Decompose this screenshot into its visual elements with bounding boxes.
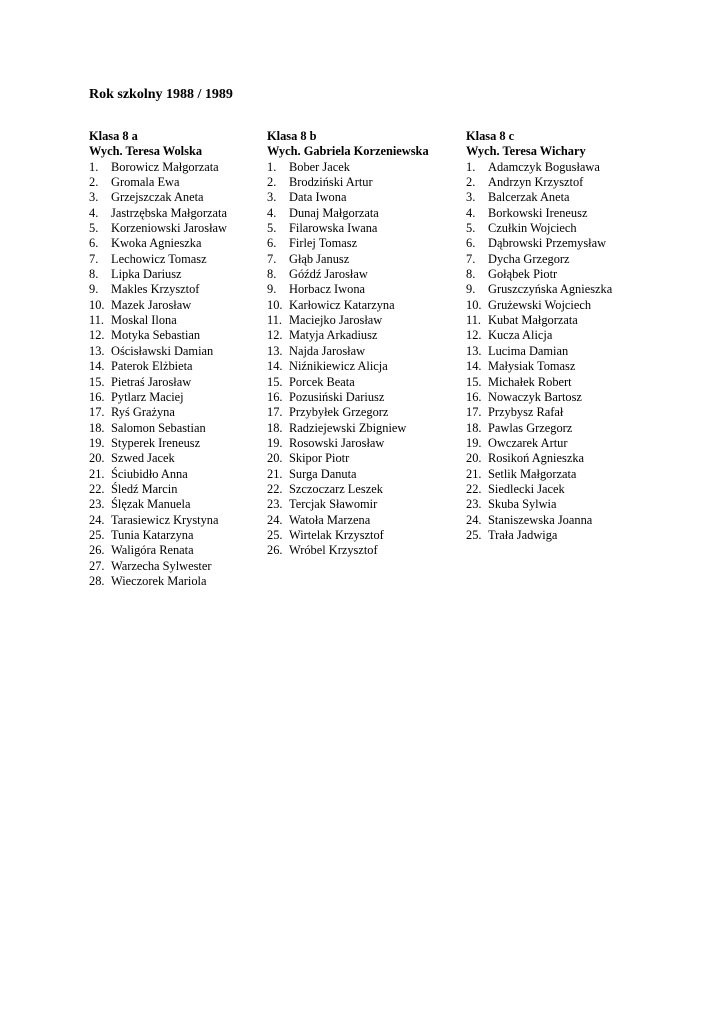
student-name: Ściubidło Anna: [111, 466, 188, 481]
student-row: [466, 528, 612, 543]
student-row: [267, 467, 429, 482]
student-number: 3.: [89, 190, 99, 205]
student-name: Dunaj Małgorzata: [289, 205, 379, 220]
student-name: Lucima Damian: [488, 343, 569, 358]
student-number: 19.: [267, 435, 283, 450]
student-number: 14.: [89, 359, 105, 374]
student-row: [89, 390, 227, 405]
student-number: 28.: [89, 573, 105, 588]
student-row: [267, 298, 429, 313]
student-row: [89, 436, 227, 451]
student-name: Śledź Marcin: [111, 481, 178, 496]
student-row: [267, 497, 429, 512]
student-name: Niźnikiewicz Alicja: [289, 359, 388, 374]
student-number: 11.: [466, 313, 482, 328]
student-name: Brodziński Artur: [289, 175, 373, 190]
student-number: 14.: [267, 359, 283, 374]
student-row: [466, 313, 612, 328]
student-row: [267, 513, 429, 528]
student-name: Borowicz Małgorzata: [111, 159, 219, 174]
student-number: 27.: [89, 558, 105, 573]
student-row: [466, 375, 612, 390]
student-row: [267, 405, 429, 420]
student-row: [267, 421, 429, 436]
student-number: 7.: [466, 251, 476, 266]
student-name: Trała Jadwiga: [488, 527, 558, 542]
student-number: 12.: [89, 328, 105, 343]
student-number: 11.: [89, 313, 105, 328]
student-name: Tercjak Sławomir: [289, 497, 378, 512]
student-name: Czułkin Wojciech: [488, 221, 577, 236]
student-row: [466, 282, 612, 297]
student-row: [89, 267, 227, 282]
student-name: Kucza Alicja: [488, 328, 553, 343]
student-name: Salomon Sebastian: [111, 420, 206, 435]
class-column-8b: [267, 129, 429, 559]
student-number: 5.: [267, 221, 277, 236]
student-name: Siedlecki Jacek: [488, 481, 565, 496]
student-name: Warzecha Sylwester: [111, 558, 212, 573]
student-row: [466, 344, 612, 359]
student-row: [89, 221, 227, 236]
student-number: 4.: [89, 205, 99, 220]
student-name: Lechowicz Tomasz: [111, 251, 207, 266]
student-list: [466, 160, 612, 544]
student-row: [267, 344, 429, 359]
student-name: Grużewski Wojciech: [488, 297, 592, 312]
student-name: Porcek Beata: [289, 374, 355, 389]
student-number: 18.: [267, 420, 283, 435]
student-number: 10.: [466, 297, 482, 312]
student-number: 14.: [466, 359, 482, 374]
student-name: Filarowska Iwana: [289, 221, 378, 236]
student-name: Korzeniowski Jarosław: [111, 221, 227, 236]
student-row: [267, 267, 429, 282]
student-name: Pozusiński Dariusz: [289, 389, 385, 404]
student-row: [89, 421, 227, 436]
student-name: Rosowski Jarosław: [289, 435, 385, 450]
student-name: Waligóra Renata: [111, 543, 194, 558]
student-row: [466, 206, 612, 221]
student-row: [89, 206, 227, 221]
student-row: [466, 267, 612, 282]
student-name: Kubat Małgorzata: [488, 313, 578, 328]
student-number: 25.: [89, 527, 105, 542]
student-number: 8.: [267, 267, 277, 282]
student-number: 17.: [466, 405, 482, 420]
student-name: Karłowicz Katarzyna: [289, 297, 395, 312]
student-row: [89, 559, 227, 574]
class-teacher: Wych. Teresa Wolska: [89, 144, 203, 159]
student-name: Staniszewska Joanna: [488, 512, 593, 527]
student-number: 3.: [267, 190, 277, 205]
student-row: [89, 497, 227, 512]
student-name: Maciejko Jarosław: [289, 313, 383, 328]
student-name: Pietraś Jarosław: [111, 374, 192, 389]
student-row: [466, 497, 612, 512]
student-number: 18.: [466, 420, 482, 435]
student-row: [89, 344, 227, 359]
student-name: Skuba Sylwia: [488, 497, 557, 512]
student-number: 9.: [267, 282, 277, 297]
student-row: [89, 359, 227, 374]
student-number: 24.: [89, 512, 105, 527]
student-name: Kwoka Agnieszka: [111, 236, 202, 251]
student-number: 12.: [267, 328, 283, 343]
student-row: [466, 175, 612, 190]
student-row: [267, 359, 429, 374]
student-row: [267, 160, 429, 175]
student-name: Radziejewski Zbigniew: [289, 420, 407, 435]
student-name: Ryś Grażyna: [111, 405, 175, 420]
student-number: 9.: [89, 282, 99, 297]
student-name: Michałek Robert: [488, 374, 572, 389]
student-row: [89, 543, 227, 558]
student-row: [89, 190, 227, 205]
student-number: 2.: [466, 175, 476, 190]
student-number: 23.: [89, 497, 105, 512]
student-row: [466, 421, 612, 436]
student-row: [267, 436, 429, 451]
student-row: [466, 482, 612, 497]
student-name: Szczoczarz Leszek: [289, 481, 383, 496]
student-number: 3.: [466, 190, 476, 205]
student-name: Wróbel Krzysztof: [289, 543, 378, 558]
student-name: Surga Danuta: [289, 466, 357, 481]
student-row: [89, 252, 227, 267]
student-name: Watoła Marzena: [289, 512, 371, 527]
student-name: Gołąbek Piotr: [488, 267, 558, 282]
student-number: 5.: [89, 221, 99, 236]
student-row: [267, 528, 429, 543]
student-row: [267, 375, 429, 390]
student-name: Moskal Ilona: [111, 313, 177, 328]
student-row: [267, 328, 429, 343]
student-number: 7.: [267, 251, 277, 266]
student-name: Mazek Jarosław: [111, 297, 192, 312]
student-row: [466, 328, 612, 343]
student-number: 10.: [89, 297, 105, 312]
student-row: [267, 236, 429, 251]
class-name: Klasa 8 b: [267, 129, 317, 143]
student-name: Owczarek Artur: [488, 435, 568, 450]
student-name: Tarasiewicz Krystyna: [111, 512, 219, 527]
student-name: Wieczorek Mariola: [111, 573, 207, 588]
student-name: Andrzyn Krzysztof: [488, 175, 584, 190]
student-number: 9.: [466, 282, 476, 297]
student-row: [267, 543, 429, 558]
student-name: Makles Krzysztof: [111, 282, 200, 297]
student-number: 11.: [267, 313, 283, 328]
student-name: Balcerzak Aneta: [488, 190, 570, 205]
class-column-8a: [89, 129, 227, 589]
student-row: [89, 405, 227, 420]
student-number: 16.: [466, 389, 482, 404]
student-number: 20.: [89, 451, 105, 466]
student-number: 21.: [466, 466, 482, 481]
student-name: Jastrzębska Małgorzata: [111, 205, 227, 220]
student-row: [466, 190, 612, 205]
student-row: [466, 436, 612, 451]
student-row: [466, 405, 612, 420]
student-name: Data Iwona: [289, 190, 347, 205]
student-row: [466, 298, 612, 313]
student-number: 25.: [466, 527, 482, 542]
student-number: 16.: [89, 389, 105, 404]
student-number: 22.: [267, 481, 283, 496]
student-name: Nowaczyk Bartosz: [488, 389, 582, 404]
student-name: Pytlarz Maciej: [111, 389, 184, 404]
page-title: Rok szkolny 1988 / 1989: [89, 87, 233, 102]
student-name: Matyja Arkadiusz: [289, 328, 378, 343]
student-row: [466, 467, 612, 482]
student-number: 15.: [267, 374, 283, 389]
student-name: Ślęzak Manuela: [111, 497, 191, 512]
student-name: Borkowski Ireneusz: [488, 205, 588, 220]
student-number: 17.: [89, 405, 105, 420]
student-name: Adamczyk Bogusława: [488, 159, 600, 174]
student-number: 18.: [89, 420, 105, 435]
student-name: Wirtelak Krzysztof: [289, 527, 384, 542]
student-number: 24.: [466, 512, 482, 527]
student-name: Motyka Sebastian: [111, 328, 201, 343]
student-number: 4.: [466, 205, 476, 220]
student-number: 10.: [267, 297, 283, 312]
student-number: 6.: [89, 236, 99, 251]
student-number: 8.: [466, 267, 476, 282]
student-number: 26.: [267, 543, 283, 558]
student-name: Pawlas Grzegorz: [488, 420, 573, 435]
student-number: 12.: [466, 328, 482, 343]
class-name: Klasa 8 a: [89, 129, 138, 143]
student-name: Grzejszczak Aneta: [111, 190, 204, 205]
student-number: 1.: [466, 159, 476, 174]
student-row: [89, 282, 227, 297]
student-row: [267, 221, 429, 236]
student-number: 25.: [267, 527, 283, 542]
student-number: 19.: [466, 435, 482, 450]
student-number: 7.: [89, 251, 99, 266]
student-row: [267, 252, 429, 267]
student-number: 17.: [267, 405, 283, 420]
student-number: 8.: [89, 267, 99, 282]
student-number: 22.: [89, 481, 105, 496]
student-number: 15.: [89, 374, 105, 389]
student-row: [89, 236, 227, 251]
student-name: Góźdź Jarosław: [289, 267, 368, 282]
student-row: [89, 513, 227, 528]
student-row: [89, 451, 227, 466]
student-row: [267, 175, 429, 190]
student-row: [267, 451, 429, 466]
student-row: [89, 482, 227, 497]
student-number: 6.: [466, 236, 476, 251]
student-row: [466, 359, 612, 374]
student-row: [89, 528, 227, 543]
student-number: 5.: [466, 221, 476, 236]
student-name: Paterok Elżbieta: [111, 359, 193, 374]
student-list: [89, 160, 227, 590]
class-column-8c: [466, 129, 612, 543]
student-row: [466, 236, 612, 251]
student-name: Ościsławski Damian: [111, 343, 214, 358]
student-number: 23.: [267, 497, 283, 512]
student-number: 26.: [89, 543, 105, 558]
student-name: Szwed Jacek: [111, 451, 175, 466]
student-number: 13.: [89, 343, 105, 358]
student-name: Przybysz Rafał: [488, 405, 564, 420]
student-number: 2.: [267, 175, 277, 190]
student-name: Styperek Ireneusz: [111, 435, 201, 450]
student-number: 13.: [466, 343, 482, 358]
student-number: 1.: [89, 159, 99, 174]
class-teacher: Wych. Teresa Wichary: [466, 144, 586, 159]
student-number: 20.: [466, 451, 482, 466]
student-name: Dycha Grzegorz: [488, 251, 570, 266]
student-row: [466, 160, 612, 175]
student-row: [89, 574, 227, 589]
student-number: 4.: [267, 205, 277, 220]
student-number: 1.: [267, 159, 277, 174]
class-name: Klasa 8 c: [466, 129, 515, 143]
student-name: Tunia Katarzyna: [111, 527, 194, 542]
student-row: [267, 390, 429, 405]
student-number: 2.: [89, 175, 99, 190]
student-name: Firlej Tomasz: [289, 236, 358, 251]
student-name: Setlik Małgorzata: [488, 466, 577, 481]
student-row: [89, 375, 227, 390]
student-row: [89, 467, 227, 482]
student-number: 15.: [466, 374, 482, 389]
student-name: Lipka Dariusz: [111, 267, 182, 282]
student-number: 23.: [466, 497, 482, 512]
student-row: [267, 313, 429, 328]
student-name: Dąbrowski Przemysław: [488, 236, 607, 251]
student-number: 20.: [267, 451, 283, 466]
student-number: 19.: [89, 435, 105, 450]
student-number: 13.: [267, 343, 283, 358]
student-row: [466, 390, 612, 405]
student-row: [466, 513, 612, 528]
student-name: Bober Jacek: [289, 159, 350, 174]
student-number: 21.: [89, 466, 105, 481]
student-row: [89, 298, 227, 313]
student-row: [466, 451, 612, 466]
student-row: [89, 160, 227, 175]
student-row: [89, 175, 227, 190]
student-row: [466, 221, 612, 236]
student-row: [267, 482, 429, 497]
student-number: 16.: [267, 389, 283, 404]
student-name: Głąb Janusz: [289, 251, 350, 266]
student-name: Horbacz Iwona: [289, 282, 366, 297]
student-name: Małysiak Tomasz: [488, 359, 576, 374]
class-teacher: Wych. Gabriela Korzeniewska: [267, 144, 429, 159]
student-row: [89, 328, 227, 343]
student-number: 21.: [267, 466, 283, 481]
student-row: [267, 190, 429, 205]
student-row: [466, 252, 612, 267]
student-number: 24.: [267, 512, 283, 527]
student-row: [267, 282, 429, 297]
student-name: Gromala Ewa: [111, 175, 180, 190]
student-name: Przybyłek Grzegorz: [289, 405, 389, 420]
student-list: [267, 160, 429, 559]
student-number: 6.: [267, 236, 277, 251]
student-name: Rosikoń Agnieszka: [488, 451, 585, 466]
student-row: [89, 313, 227, 328]
student-name: Skipor Piotr: [289, 451, 350, 466]
student-row: [267, 206, 429, 221]
student-name: Najda Jarosław: [289, 343, 366, 358]
student-number: 22.: [466, 481, 482, 496]
student-name: Gruszczyńska Agnieszka: [488, 282, 613, 297]
